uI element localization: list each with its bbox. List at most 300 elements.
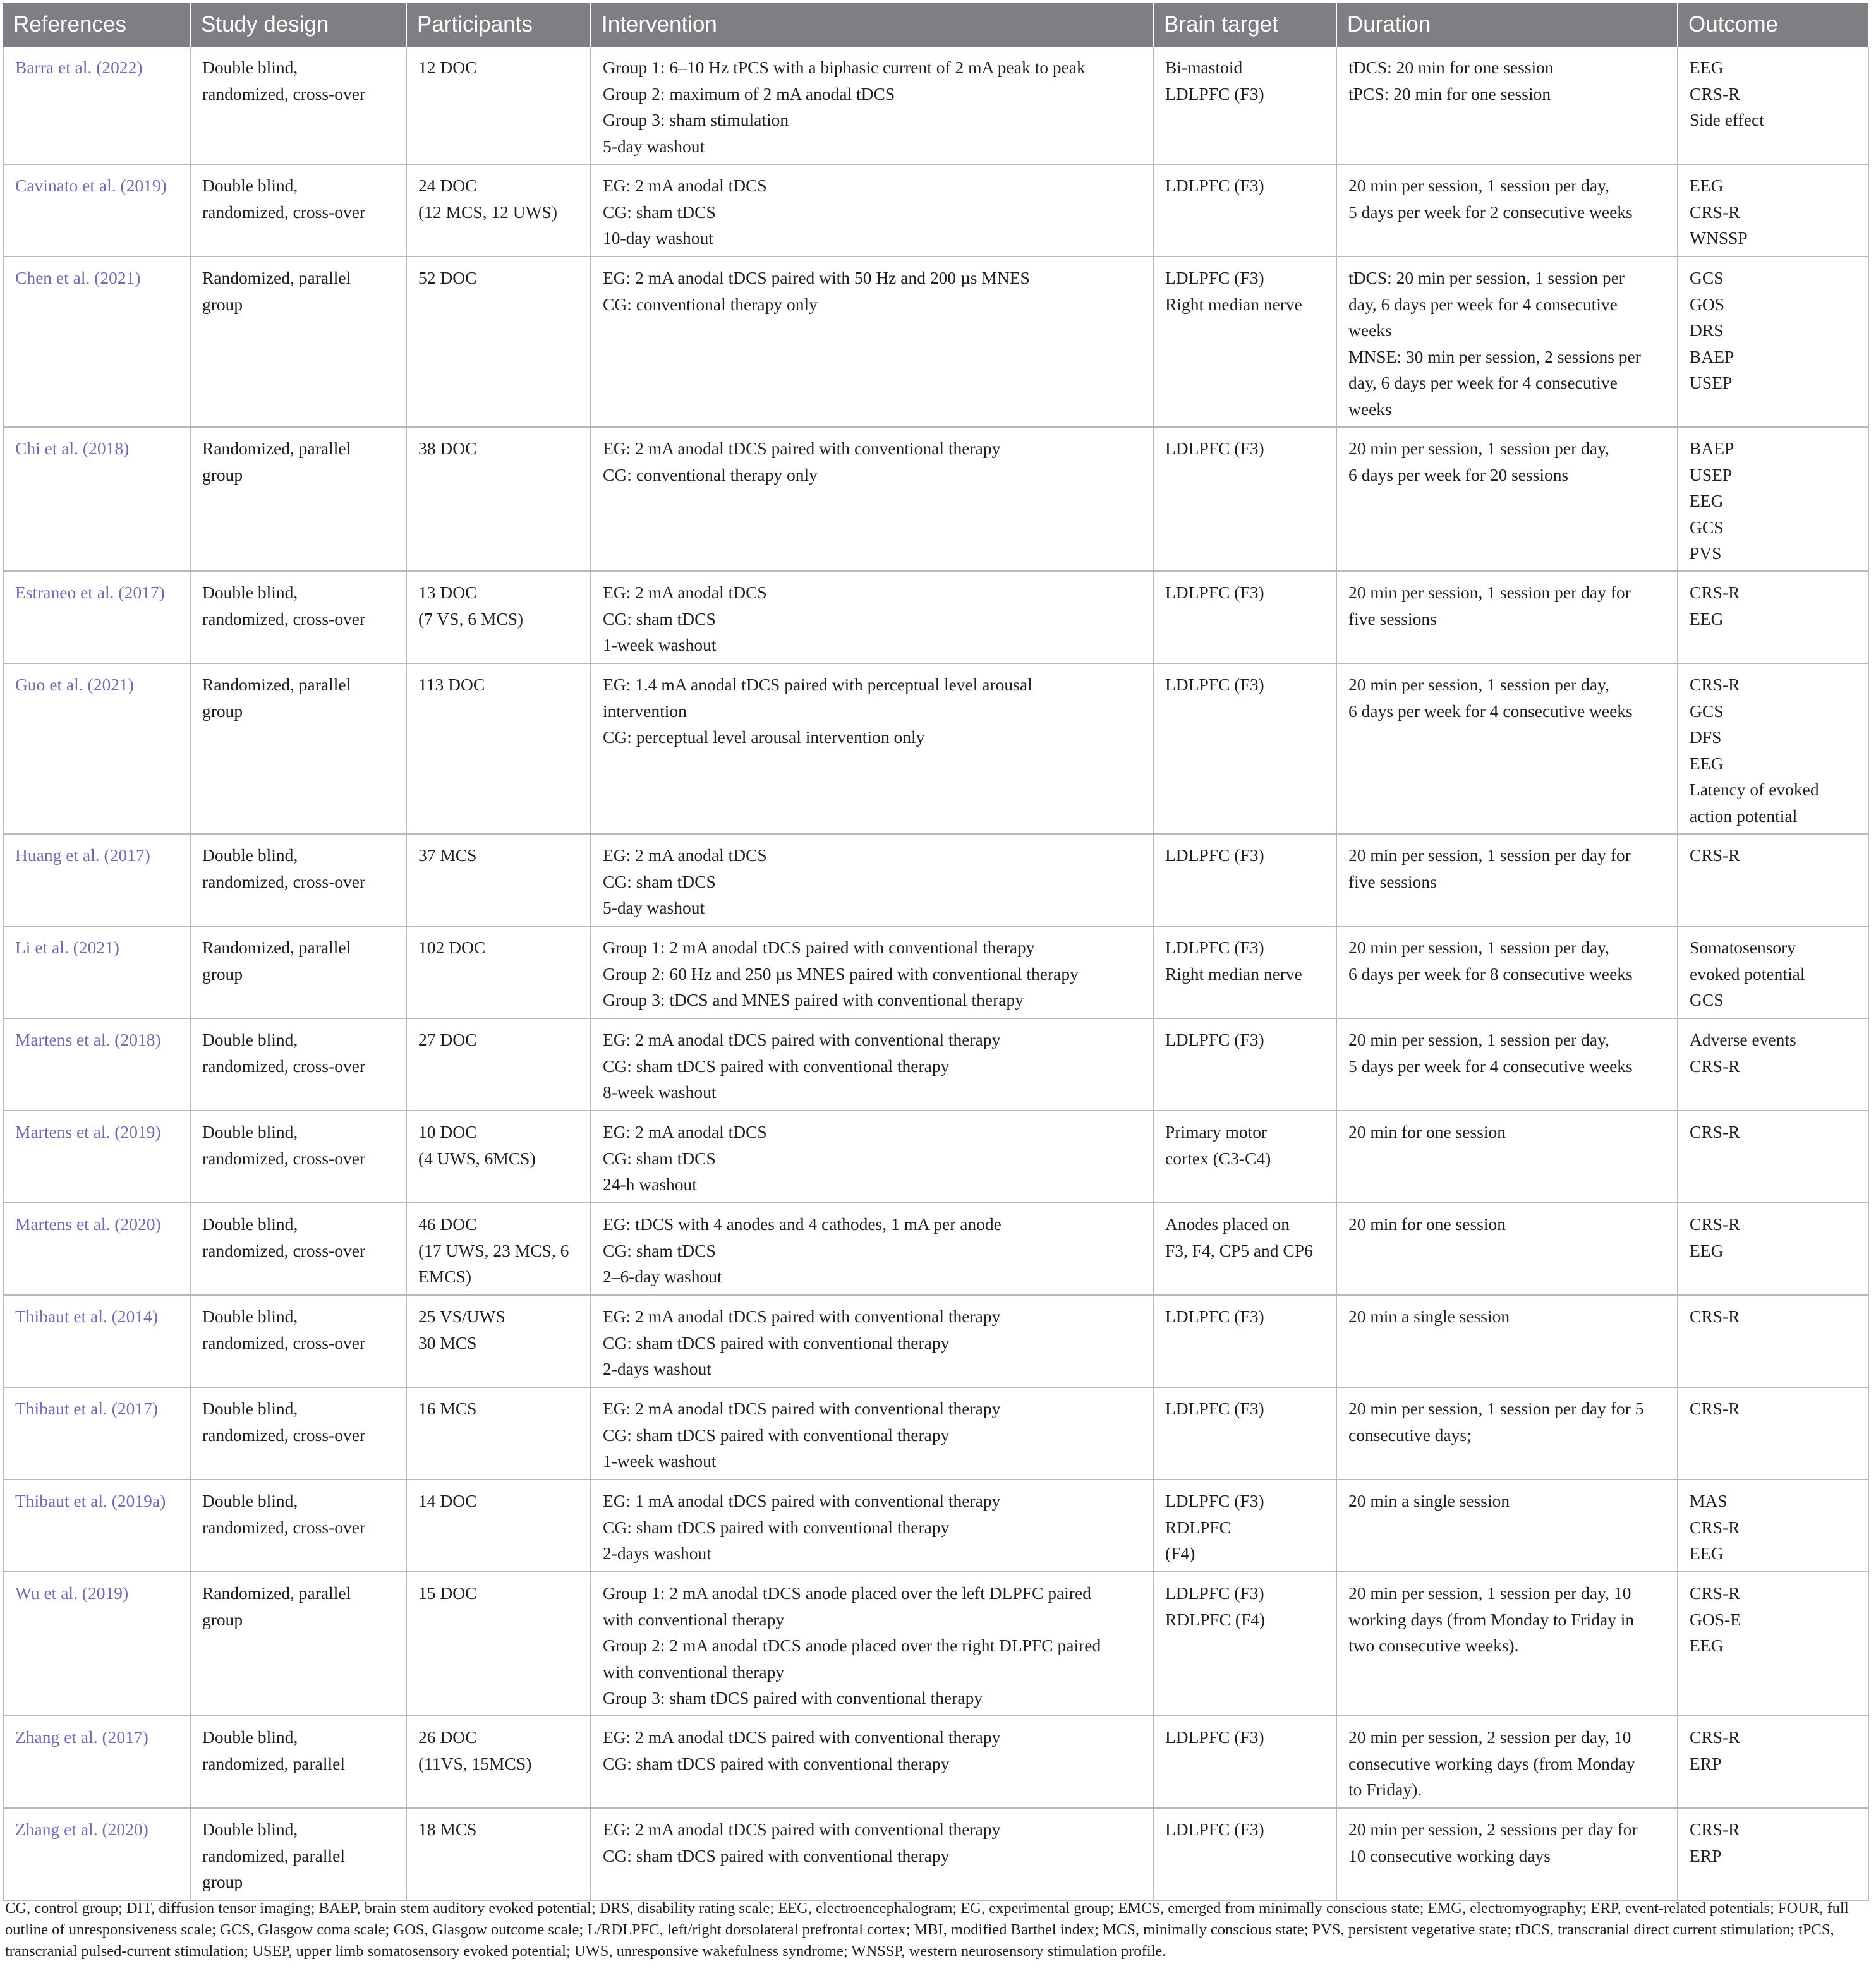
- cell-line: 5-day washout: [603, 898, 705, 917]
- study-design-cell: [190, 1111, 406, 1203]
- table-row: [3, 427, 1868, 571]
- reference-author-link[interactable]: Cavinato et al. (: [15, 176, 126, 195]
- cell-line: Group 1: 6–10 Hz tPCS with a biphasic current of 2 mA peak to peak: [603, 57, 1086, 77]
- cell-line: Group 3: sham tDCS paired with conventional therapy: [603, 1688, 983, 1708]
- reference-cell: [3, 663, 190, 834]
- reference-close-paren: ): [144, 845, 150, 865]
- cell-line: MAS: [1690, 1491, 1728, 1511]
- cell-line: 20 min a single session: [1348, 1306, 1510, 1326]
- cell-line: randomized, parallel: [202, 1753, 346, 1773]
- cell-line: 102 DOC: [418, 938, 486, 957]
- study-design-cell: [190, 1295, 406, 1387]
- cell-line: (4 UWS, 6MCS): [418, 1148, 536, 1168]
- table-header-row: [3, 3, 1868, 47]
- reference-close-paren: ): [128, 675, 134, 694]
- reference-close-paren: ): [160, 1491, 166, 1511]
- cell-line: with conventional therapy: [603, 1661, 785, 1682]
- study-design-cell: [190, 427, 406, 571]
- cell-line: CRS-R: [1690, 1583, 1740, 1603]
- cell-line: 24 DOC: [418, 176, 477, 195]
- cell-line: DFS: [1690, 727, 1722, 747]
- cell-line: EG: 2 mA anodal tDCS: [603, 845, 767, 865]
- cell-line: EG: 1.4 mA anodal tDCS paired with perceptual level arousal: [603, 675, 1032, 694]
- cell-line: 1-week washout: [603, 1451, 717, 1471]
- cell-line: GCS: [1690, 701, 1724, 721]
- cell-line: EEG: [1690, 1543, 1724, 1563]
- intervention-cell: [591, 1203, 1153, 1295]
- table-body: [3, 47, 1868, 1900]
- cell-line: EG: 2 mA anodal tDCS paired with conventional therapy: [603, 1399, 1001, 1418]
- cell-line: Side effect: [1690, 110, 1764, 130]
- studies-table: [3, 3, 1869, 1901]
- cell-line: EEG: [1690, 1240, 1724, 1260]
- cell-line: 52 DOC: [418, 268, 477, 287]
- cell-line: 6 days per week for 4 consecutive weeks: [1348, 701, 1633, 721]
- study-design-cell: [190, 47, 406, 164]
- header-participants: Participants: [406, 3, 591, 47]
- duration-cell: [1336, 1716, 1678, 1808]
- cell-line: EEG: [1690, 176, 1724, 195]
- cell-line: 20 min per session, 1 session per day for 5: [1348, 1399, 1644, 1418]
- cell-line: randomized, cross-over: [202, 1517, 366, 1537]
- cell-line: CG: conventional therapy only: [603, 294, 818, 314]
- outcome-cell: [1678, 834, 1868, 926]
- cell-line: randomized, cross-over: [202, 1332, 366, 1353]
- outcome-cell: [1678, 256, 1868, 427]
- participants-cell: [406, 1295, 591, 1387]
- cell-line: 20 min for one session: [1348, 1214, 1506, 1234]
- header-intervention: Intervention: [591, 3, 1153, 47]
- reference-close-paren: ): [155, 1030, 161, 1049]
- cell-line: EEG: [1690, 753, 1724, 773]
- reference-author-link[interactable]: Thibaut et al. (: [15, 1491, 118, 1511]
- participants-cell: [406, 1808, 591, 1900]
- reference-year-link[interactable]: 2018: [88, 438, 124, 458]
- intervention-cell: [591, 1808, 1153, 1900]
- reference-year-link[interactable]: 2019: [87, 1583, 123, 1603]
- brain-target-cell: [1153, 1387, 1336, 1480]
- cell-line: 20 min per session, 1 session per day for: [1348, 582, 1631, 602]
- cell-line: CRS-R: [1690, 202, 1740, 222]
- cell-line: CG: sham tDCS: [603, 608, 716, 629]
- brain-target-cell: [1153, 1203, 1336, 1295]
- cell-line: 26 DOC: [418, 1727, 477, 1747]
- cell-line: Group 2: 2 mA anodal tDCS anode placed over the right DLPFC paired: [603, 1636, 1101, 1655]
- cell-line: GCS: [1690, 517, 1724, 537]
- cell-line: CG: sham tDCS paired with conventional therapy: [603, 1332, 950, 1353]
- cell-line: Group 1: 2 mA anodal tDCS paired with conventional therapy: [603, 938, 1035, 957]
- cell-line: consecutive working days (from Monday: [1348, 1753, 1635, 1773]
- outcome-cell: [1678, 47, 1868, 164]
- brain-target-cell: [1153, 663, 1336, 834]
- cell-line: 10 consecutive working days: [1348, 1845, 1551, 1866]
- cell-line: Double blind,: [202, 1122, 298, 1142]
- cell-line: CG: sham tDCS: [603, 871, 716, 891]
- duration-cell: [1336, 663, 1678, 834]
- cell-line: CRS-R: [1690, 1056, 1740, 1076]
- reference-year-link[interactable]: 2019: [126, 176, 161, 195]
- reference-author-link[interactable]: Wu et al. (: [15, 1583, 88, 1603]
- cell-line: LDLPFC (F3): [1165, 938, 1264, 957]
- reference-cell: [3, 1111, 190, 1203]
- cell-line: PVS: [1690, 543, 1722, 563]
- outcome-cell: [1678, 1295, 1868, 1387]
- cell-line: 24-h washout: [603, 1174, 697, 1194]
- table-row: [3, 926, 1868, 1018]
- brain-target-cell: [1153, 1111, 1336, 1203]
- reference-close-paren: ): [122, 1583, 129, 1603]
- cell-line: weeks: [1348, 399, 1392, 419]
- cell-line: Latency of evoked: [1690, 780, 1819, 799]
- cell-line: 12 DOC: [418, 57, 477, 77]
- reference-close-paren: ): [123, 438, 130, 458]
- reference-author-link[interactable]: Thibaut et al. (: [15, 1306, 118, 1326]
- header-study-design: Study design: [190, 3, 406, 47]
- cell-line: 16 MCS: [418, 1399, 477, 1418]
- cell-line: tPCS: 20 min for one session: [1348, 83, 1551, 104]
- outcome-cell: [1678, 1572, 1868, 1716]
- reference-year-link[interactable]: 2020: [120, 1214, 155, 1234]
- cell-line: 5-day washout: [603, 136, 705, 156]
- reference-author-link[interactable]: Martens et al. (: [15, 1214, 121, 1234]
- cell-line: 20 min a single session: [1348, 1491, 1510, 1511]
- brain-target-cell: [1153, 427, 1336, 571]
- cell-line: 38 DOC: [418, 438, 477, 458]
- cell-line: CRS-R: [1690, 845, 1740, 865]
- reference-cell: [3, 834, 190, 926]
- cell-line: group: [202, 1609, 243, 1629]
- cell-line: Group 3: sham stimulation: [603, 110, 789, 130]
- table-row: [3, 1387, 1868, 1480]
- intervention-cell: [591, 663, 1153, 834]
- intervention-cell: [591, 47, 1153, 164]
- table-row: [3, 571, 1868, 663]
- cell-line: 10 DOC: [418, 1122, 477, 1142]
- cell-line: to Friday).: [1348, 1780, 1422, 1799]
- brain-target-cell: [1153, 834, 1336, 926]
- cell-line: Double blind,: [202, 1030, 298, 1049]
- table-row: [3, 1111, 1868, 1203]
- participants-cell: [406, 164, 591, 256]
- cell-line: CRS-R: [1690, 1517, 1740, 1537]
- reference-year-link[interactable]: 2017: [124, 582, 159, 602]
- study-design-cell: [190, 1203, 406, 1295]
- outcome-cell: [1678, 164, 1868, 256]
- duration-cell: [1336, 1387, 1678, 1480]
- reference-close-paren: ): [155, 1122, 161, 1142]
- cell-line: LDLPFC (F3): [1165, 845, 1264, 865]
- cell-line: 6 days per week for 8 consecutive weeks: [1348, 963, 1633, 984]
- intervention-cell: [591, 571, 1153, 663]
- cell-line: Randomized, parallel: [202, 675, 351, 694]
- cell-line: F3, F4, CP5 and CP6: [1165, 1240, 1313, 1260]
- study-design-cell: [190, 1480, 406, 1572]
- cell-line: 1-week washout: [603, 635, 717, 654]
- cell-line: LDLPFC (F3): [1165, 1727, 1264, 1747]
- participants-cell: [406, 1387, 591, 1480]
- duration-cell: [1336, 571, 1678, 663]
- duration-cell: [1336, 926, 1678, 1018]
- cell-line: Group 3: tDCS and MNES paired with conventional therapy: [603, 990, 1024, 1010]
- cell-line: EEG: [1690, 608, 1724, 629]
- reference-year-link[interactable]: 2017: [109, 845, 145, 865]
- outcome-cell: [1678, 1018, 1868, 1111]
- cell-line: Right median nerve: [1165, 294, 1302, 314]
- study-design-cell: [190, 571, 406, 663]
- outcome-cell: [1678, 571, 1868, 663]
- brain-target-cell: [1153, 571, 1336, 663]
- cell-line: LDLPFC (F3): [1165, 1306, 1264, 1326]
- cell-line: group: [202, 464, 243, 485]
- cell-line: Double blind,: [202, 1399, 298, 1418]
- cell-line: randomized, cross-over: [202, 1240, 366, 1260]
- cell-line: 2–6-day washout: [603, 1267, 722, 1286]
- cell-line: two consecutive weeks).: [1348, 1636, 1519, 1655]
- intervention-cell: [591, 1572, 1153, 1716]
- cell-line: BAEP: [1690, 438, 1734, 458]
- cell-line: CG: sham tDCS: [603, 1148, 716, 1168]
- reference-year-link[interactable]: 2022: [102, 57, 137, 77]
- cell-line: Double blind,: [202, 1727, 298, 1747]
- reference-year-link[interactable]: 2019a: [117, 1491, 160, 1511]
- header-brain-target: Brain target: [1153, 3, 1336, 47]
- duration-cell: [1336, 1572, 1678, 1716]
- participants-cell: [406, 1018, 591, 1111]
- intervention-cell: [591, 427, 1153, 571]
- intervention-cell: [591, 256, 1153, 427]
- reference-year-link[interactable]: 2018: [120, 1030, 155, 1049]
- reference-author-link[interactable]: Chen et al. (: [15, 268, 100, 287]
- reference-year-link[interactable]: 2017: [107, 1727, 143, 1747]
- reference-year-link[interactable]: 2021: [93, 675, 128, 694]
- cell-line: Randomized, parallel: [202, 268, 351, 287]
- reference-author-link[interactable]: Estraneo et al. (: [15, 582, 124, 602]
- outcome-cell: [1678, 1716, 1868, 1808]
- cell-line: LDLPFC (F3): [1165, 83, 1264, 104]
- cell-line: five sessions: [1348, 608, 1437, 629]
- outcome-cell: [1678, 1387, 1868, 1480]
- reference-close-paren: ): [142, 1819, 148, 1839]
- reference-cell: [3, 164, 190, 256]
- cell-line: Somatosensory: [1690, 938, 1796, 957]
- reference-close-paren: ): [113, 938, 119, 957]
- table-row: [3, 1295, 1868, 1387]
- study-design-cell: [190, 1572, 406, 1716]
- cell-line: CG: sham tDCS: [603, 202, 716, 222]
- cell-line: CRS-R: [1690, 1819, 1740, 1839]
- participants-cell: [406, 427, 591, 571]
- cell-line: day, 6 days per week for 4 consecutive: [1348, 294, 1618, 314]
- cell-line: ERP: [1690, 1753, 1722, 1773]
- participants-cell: [406, 1111, 591, 1203]
- header-duration: Duration: [1336, 3, 1678, 47]
- cell-line: RDLPFC: [1165, 1517, 1231, 1537]
- cell-line: CG: sham tDCS: [603, 1240, 716, 1260]
- reference-author-link[interactable]: Chi et al. (: [15, 438, 89, 458]
- cell-line: tDCS: 20 min per session, 1 session per: [1348, 268, 1625, 287]
- reference-year-link[interactable]: 2020: [107, 1819, 143, 1839]
- cell-line: randomized, cross-over: [202, 1148, 366, 1168]
- cell-line: LDLPFC (F3): [1165, 268, 1264, 287]
- cell-line: RDLPFC (F4): [1165, 1609, 1266, 1629]
- reference-cell: [3, 1018, 190, 1111]
- cell-line: 13 DOC: [418, 582, 477, 602]
- cell-line: Group 1: 2 mA anodal tDCS anode placed over the left DLPFC paired: [603, 1583, 1091, 1603]
- intervention-cell: [591, 1716, 1153, 1808]
- cell-line: Double blind,: [202, 845, 298, 865]
- participants-cell: [406, 1480, 591, 1572]
- cell-line: LDLPFC (F3): [1165, 1491, 1264, 1511]
- cell-line: USEP: [1690, 373, 1733, 392]
- outcome-cell: [1678, 926, 1868, 1018]
- reference-close-paren: ): [152, 1306, 159, 1326]
- cell-line: 15 DOC: [418, 1583, 477, 1603]
- cell-line: CG: perceptual level arousal intervention only: [603, 727, 925, 747]
- cell-line: Double blind,: [202, 582, 298, 602]
- cell-line: five sessions: [1348, 871, 1437, 891]
- cell-line: EG: 2 mA anodal tDCS paired with conventional therapy: [603, 438, 1001, 458]
- cell-line: 30 MCS: [418, 1332, 477, 1353]
- reference-author-link[interactable]: Thibaut et al. (: [15, 1399, 118, 1418]
- cell-line: 113 DOC: [418, 675, 485, 694]
- cell-line: 20 min per session, 2 sessions per day for: [1348, 1819, 1638, 1839]
- duration-cell: [1336, 1808, 1678, 1900]
- cell-line: 25 VS/UWS: [418, 1306, 505, 1326]
- cell-line: Double blind,: [202, 1491, 298, 1511]
- study-design-cell: [190, 1018, 406, 1111]
- reference-author-link[interactable]: Zhang et al. (: [15, 1727, 108, 1747]
- table-row: [3, 256, 1868, 427]
- brain-target-cell: [1153, 256, 1336, 427]
- duration-cell: [1336, 1295, 1678, 1387]
- participants-cell: [406, 1716, 591, 1808]
- reference-year-link[interactable]: 2021: [100, 268, 135, 287]
- reference-year-link[interactable]: 2014: [117, 1306, 152, 1326]
- cell-line: (12 MCS, 12 UWS): [418, 202, 558, 222]
- table-row: [3, 663, 1868, 834]
- cell-line: WNSSP: [1690, 228, 1748, 248]
- reference-year-link[interactable]: 2017: [117, 1399, 152, 1418]
- cell-line: randomized, cross-over: [202, 1425, 366, 1445]
- cell-line: 20 min per session, 1 session per day,: [1348, 176, 1609, 195]
- cell-line: 5 days per week for 4 consecutive weeks: [1348, 1056, 1633, 1076]
- cell-line: EEG: [1690, 491, 1724, 510]
- cell-line: action potential: [1690, 805, 1798, 826]
- cell-line: GCS: [1690, 990, 1724, 1010]
- brain-target-cell: [1153, 164, 1336, 256]
- cell-line: Randomized, parallel: [202, 1583, 351, 1603]
- cell-line: Adverse events: [1690, 1030, 1796, 1049]
- participants-cell: [406, 1203, 591, 1295]
- cell-line: EMCS): [418, 1267, 472, 1286]
- cell-line: 20 min for one session: [1348, 1122, 1506, 1142]
- header-references: References: [3, 3, 190, 47]
- reference-cell: [3, 1203, 190, 1295]
- study-design-cell: [190, 1716, 406, 1808]
- cell-line: tDCS: 20 min for one session: [1348, 57, 1554, 77]
- participants-cell: [406, 47, 591, 164]
- cell-line: 20 min per session, 1 session per day,: [1348, 675, 1609, 694]
- cell-line: LDLPFC (F3): [1165, 1399, 1264, 1418]
- duration-cell: [1336, 47, 1678, 164]
- reference-cell: [3, 427, 190, 571]
- cell-line: CRS-R: [1690, 1399, 1740, 1418]
- outcome-cell: [1678, 1111, 1868, 1203]
- cell-line: CRS-R: [1690, 83, 1740, 104]
- brain-target-cell: [1153, 47, 1336, 164]
- cell-line: CRS-R: [1690, 582, 1740, 602]
- cell-line: 27 DOC: [418, 1030, 477, 1049]
- reference-author-link[interactable]: Guo et al. (: [15, 675, 94, 694]
- reference-author-link[interactable]: Huang et al. (: [15, 845, 110, 865]
- brain-target-cell: [1153, 926, 1336, 1018]
- cell-line: EG: 2 mA anodal tDCS paired with conventional therapy: [603, 1727, 1001, 1747]
- cell-line: Group 2: maximum of 2 mA anodal tDCS: [603, 83, 895, 104]
- cell-line: 2-days washout: [603, 1359, 711, 1378]
- reference-close-paren: ): [152, 1399, 159, 1418]
- cell-line: CG: sham tDCS paired with conventional therapy: [603, 1425, 950, 1445]
- table-row: [3, 1808, 1868, 1900]
- header-outcome: Outcome: [1678, 3, 1868, 47]
- cell-line: EEG: [1690, 1636, 1724, 1655]
- cell-line: EG: tDCS with 4 anodes and 4 cathodes, 1 mA per anode: [603, 1214, 1002, 1234]
- reference-year-link[interactable]: 2021: [78, 938, 114, 957]
- reference-year-link[interactable]: 2019: [120, 1122, 155, 1142]
- cell-line: (11VS, 15MCS): [418, 1753, 532, 1773]
- reference-close-paren: ): [155, 1214, 161, 1234]
- table-row: [3, 1572, 1868, 1716]
- cell-line: EG: 2 mA anodal tDCS paired with conventional therapy: [603, 1030, 1001, 1049]
- cell-line: (F4): [1165, 1543, 1195, 1563]
- participants-cell: [406, 571, 591, 663]
- cell-line: CRS-R: [1690, 675, 1740, 694]
- cell-line: with conventional therapy: [603, 1609, 785, 1629]
- cell-line: GOS-E: [1690, 1609, 1741, 1629]
- reference-cell: [3, 1295, 190, 1387]
- table-row: [3, 1480, 1868, 1572]
- table-row: [3, 1716, 1868, 1808]
- intervention-cell: [591, 834, 1153, 926]
- cell-line: EG: 2 mA anodal tDCS paired with 50 Hz and 200 µs MNES: [603, 268, 1030, 287]
- reference-close-paren: ): [135, 268, 141, 287]
- reference-author-link[interactable]: Li et al. (: [15, 938, 79, 957]
- intervention-cell: [591, 1295, 1153, 1387]
- reference-author-link[interactable]: Martens et al. (: [15, 1122, 121, 1142]
- cell-line: 20 min per session, 1 session per day for: [1348, 845, 1631, 865]
- study-design-cell: [190, 256, 406, 427]
- reference-author-link[interactable]: Zhang et al. (: [15, 1819, 108, 1839]
- outcome-cell: [1678, 1808, 1868, 1900]
- study-design-cell: [190, 834, 406, 926]
- cell-line: 20 min per session, 2 session per day, 10: [1348, 1727, 1631, 1747]
- cell-line: Randomized, parallel: [202, 938, 351, 957]
- cell-line: Primary motor: [1165, 1122, 1268, 1142]
- participants-cell: [406, 1572, 591, 1716]
- outcome-cell: [1678, 1203, 1868, 1295]
- outcome-cell: [1678, 427, 1868, 571]
- cell-line: randomized, parallel: [202, 1845, 346, 1866]
- cell-line: CRS-R: [1690, 1727, 1740, 1747]
- intervention-cell: [591, 1480, 1153, 1572]
- reference-author-link[interactable]: Martens et al. (: [15, 1030, 121, 1049]
- reference-author-link[interactable]: Barra et al. (: [15, 57, 102, 77]
- cell-line: CG: sham tDCS paired with conventional therapy: [603, 1845, 950, 1866]
- duration-cell: [1336, 1018, 1678, 1111]
- cell-line: weeks: [1348, 320, 1392, 340]
- study-design-cell: [190, 926, 406, 1018]
- cell-line: 20 min per session, 1 session per day, 10: [1348, 1583, 1631, 1603]
- cell-line: randomized, cross-over: [202, 202, 366, 222]
